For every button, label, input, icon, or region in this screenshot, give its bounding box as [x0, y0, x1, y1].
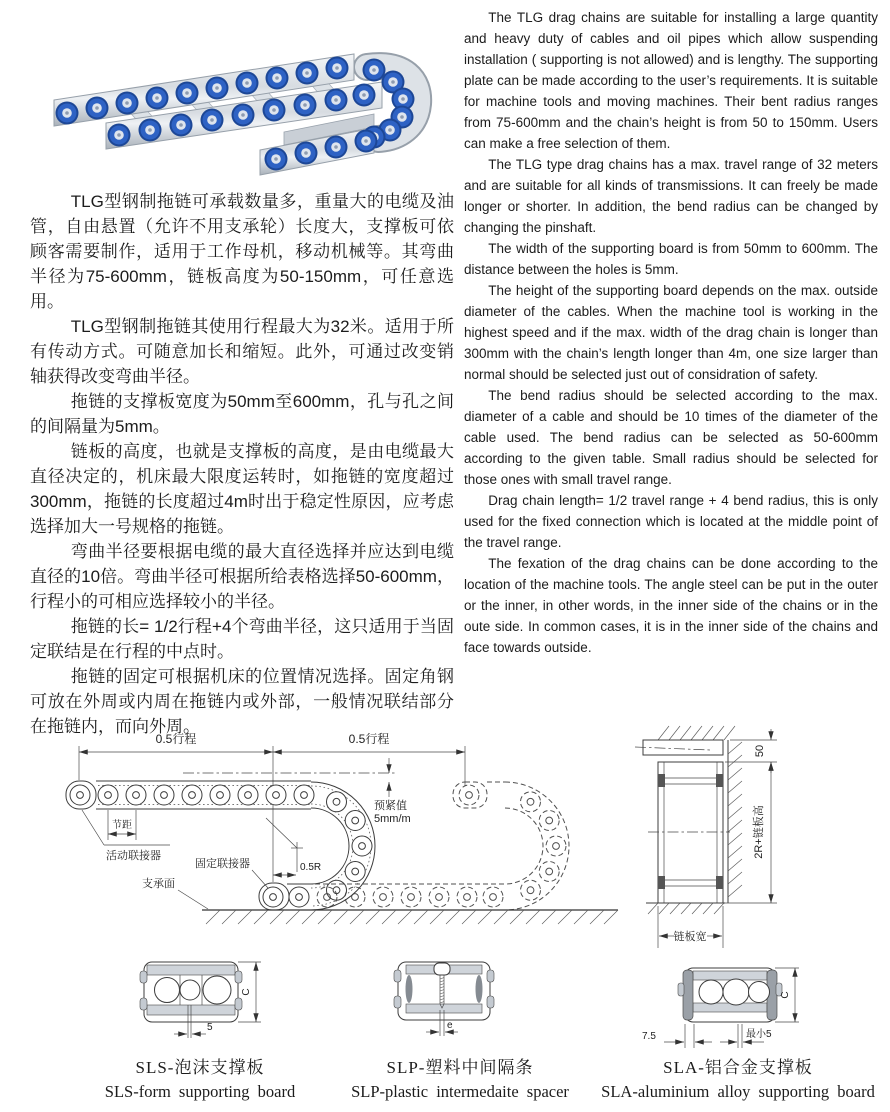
en-paragraph: Drag chain length= 1/2 travel range + 4 bend radius, this is only used for the fixed connection which is located at the middle point of the travel range.	[464, 493, 878, 550]
dimension-top-clearance	[725, 729, 777, 773]
en-paragraph: The TLG type drag chains has a max. travel range of 32 meters and are suitable for all kinds of transmissions. It can freely be made longer or shorter. In addition, the bend radius can be changed by changing the pinshaft.	[464, 157, 878, 235]
fixed-connector-label: 固定联接器	[195, 858, 250, 870]
label-movable-connector	[82, 810, 170, 862]
en-paragraph: The fexation of the drag chains can be done according to the location of the machine tools. The angle steel can be put in the outer or the inner, in other words, in the inner side of the chains or in the oute side. In common cases, it is in the inner side of the chains and face towards outside.	[464, 556, 878, 655]
dimension-sla-min-gap	[720, 1024, 772, 1048]
en-paragraph: The width of the supporting board is from 50mm to 600mm. The distance between the holes is 5mm.	[464, 241, 878, 277]
chain-height-label: 2R+链板高	[753, 805, 765, 859]
mount-view-diagram	[630, 710, 880, 955]
chain-bend-solid	[311, 782, 375, 910]
section-slp	[394, 962, 494, 1036]
cn-paragraph: 链板的高度，也就是支撑板的高度，是由电缆最大直径决定的，机床最大限度运转时，如拖链的宽度超过300mm，拖链的长度超过4m时出于稳定性原因，应考虑选择加大一号规格的拖链。	[30, 442, 454, 536]
sla-caption-en: SLA-aluminium alloy supporting board	[601, 1082, 875, 1101]
wall-hatching	[728, 740, 742, 903]
slp-gap-label: e	[447, 1020, 453, 1031]
english-text-column	[464, 7, 878, 658]
sls-height-label: C	[241, 988, 252, 996]
cn-paragraph: 拖链的支撑板宽度为50mm至600mm，孔与孔之间的间隔量为5mm。	[30, 392, 454, 436]
movable-connector-label: 活动联接器	[106, 850, 161, 862]
pretension-label: 预紧值	[374, 800, 407, 812]
vertical-chain	[648, 762, 730, 903]
cn-paragraph: 拖链的固定可根据机床的位置情况选择。固定角钢可放在外周或内周在拖链内或外部，一般情况联结部分在拖链内，而向外周。	[30, 667, 454, 736]
sls-caption-en: SLS-form supporting board	[104, 1082, 296, 1101]
dimension-pitch	[108, 810, 136, 840]
sls-gap-label: 5	[207, 1022, 213, 1033]
side-view-diagram	[30, 710, 630, 955]
ceiling-hatching	[658, 726, 735, 740]
sla-height-label: C	[780, 991, 791, 999]
dimension-sla-thickness	[642, 1024, 712, 1048]
chinese-text-column	[30, 189, 454, 739]
chain-width-label: 链板宽	[673, 931, 707, 943]
cn-paragraph: TLG型钢制拖链其使用行程最大为32米。适用于所有传动方式。可随意加长和缩短。此外，可通过改变销轴获得改变弯曲半径。	[30, 317, 454, 386]
slp-caption-en: SLP-plastic intermedaite spacer	[351, 1082, 569, 1101]
sla-min-gap-label: 最小5	[746, 1029, 772, 1040]
sla-caption	[593, 1053, 883, 1102]
half-radius-label: 0.5R	[300, 862, 322, 873]
sls-caption	[70, 1053, 330, 1102]
en-paragraph: The TLG drag chains are suitable for installing a large quantity and heavy duty of cables and oil pipes which allow suspending installation ( supporting is not allowed) and is lengthy. The supporting plate can be made according to the user’s requirements. It is suitable for machine tools and moving machines. Their bent radius ranges from 75-600mm and the chain’s height is from 50 to 150mm. Users can make a free selection of them.	[464, 10, 878, 151]
slp-caption	[330, 1053, 590, 1102]
en-paragraph: The bend radius should be selected according to the max. diameter of a cable and should be 10 times of the diameter of the cable used. The bend radius can be selected as 50-600mm according to the given table. Small radius should be selected for those ones with small travel range.	[464, 388, 878, 487]
support-surface-label: 支承面	[142, 878, 175, 890]
dimension-chain-height	[725, 762, 777, 903]
sla-caption-cn: SLA-铝合金支撑板	[663, 1058, 813, 1077]
top-clearance-label: 50	[754, 744, 766, 758]
half-travel-right-label: 0.5行程	[348, 732, 390, 746]
half-travel-left-label: 0.5行程	[155, 732, 197, 746]
sla-thickness-label: 7.5	[642, 1031, 656, 1042]
dimension-sls-height	[238, 962, 261, 1022]
en-paragraph: The height of the supporting board depends on the max. outside diameter of the cables. When the machine tool is working in the highest speed and if the max. width of the drag chain is longer than 300mm with the chain’s length longer than 4m, one size larger than normal should be selected just out of considration of safety.	[464, 283, 878, 382]
sls-caption-cn: SLS-泡沫支撑板	[135, 1058, 265, 1077]
ground-hatching	[202, 910, 618, 924]
mount-bracket	[635, 740, 723, 755]
section-sls	[140, 962, 261, 1038]
label-fixed-connector	[195, 856, 268, 888]
cross-sections-strip	[30, 958, 860, 1054]
dimension-chain-width	[658, 906, 723, 948]
chain-top-run	[66, 781, 314, 809]
section-sla	[642, 968, 799, 1048]
pretension-value-label: 5mm/m	[374, 813, 411, 825]
label-support-surface	[142, 876, 208, 909]
cn-paragraph: 拖链的长= 1/2行程+4个弯曲半径，这只适用于当固定联结是在行程的中点时。	[30, 617, 454, 661]
pitch-label: 节距	[112, 820, 132, 831]
cn-paragraph: 弯曲半径要根据电缆的最大直径选择并应达到电缆直径的10倍。弯曲半径可根据所给表格选择50-600mm，行程小的可相应选择较小的半径。	[30, 542, 454, 611]
slp-caption-cn: SLP-塑料中间隔条	[386, 1058, 534, 1077]
cn-paragraph: TLG型钢制拖链可承载数量多，重量大的电缆及油管，自由悬置（允许不用支承轮）长度大，支撑板可依顾客需要制作，适用于工作母机，移动机械等。其弯曲半径为75-600mm，链板高度为50-150mm，可任意选用。	[30, 192, 454, 311]
dimension-bend-radius	[266, 818, 321, 875]
product-photo-drag-chain	[22, 20, 440, 186]
